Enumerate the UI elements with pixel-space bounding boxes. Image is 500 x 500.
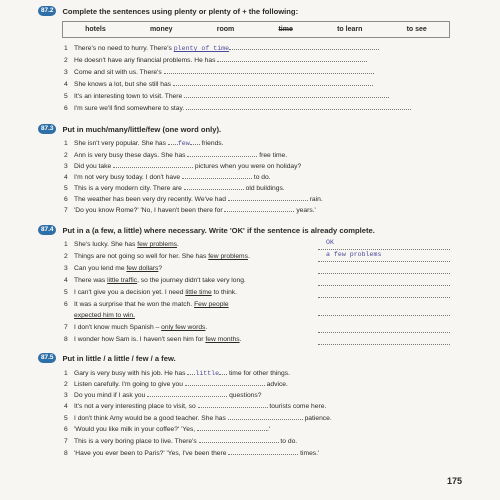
answer-blank[interactable] xyxy=(197,424,267,431)
line-text: .' xyxy=(267,426,271,433)
underlined-phrase: few problems xyxy=(137,241,178,248)
answer-blank[interactable] xyxy=(318,308,450,316)
exercise-line xyxy=(64,43,379,53)
answer-blank[interactable] xyxy=(185,379,265,386)
line-text: Ann is very busy these days. She has xyxy=(74,152,188,159)
exercise-line xyxy=(64,335,241,344)
line-number: 5 xyxy=(64,185,68,192)
line-text: to do. xyxy=(252,174,271,181)
exercise-87-5-header xyxy=(38,353,176,363)
line-number: 7 xyxy=(64,438,68,445)
answer-blank[interactable] xyxy=(318,266,450,274)
exercise-line xyxy=(64,183,285,193)
underlined-phrase: Few people xyxy=(194,301,229,308)
exercise-line xyxy=(64,103,411,113)
exercise-number: 87.5 xyxy=(38,353,56,363)
exercise-line xyxy=(64,161,301,171)
word-bank xyxy=(62,21,450,38)
line-number: 6 xyxy=(64,105,68,112)
handwritten-answer: little xyxy=(195,370,220,377)
exercise-line xyxy=(64,413,332,423)
line-text: to do. xyxy=(278,438,298,445)
exercise-line xyxy=(64,276,246,285)
exercise-line xyxy=(64,390,261,400)
word-bank-item: hotels xyxy=(85,26,106,33)
line-text: free time. xyxy=(257,152,288,159)
word-bank-item-crossed: time xyxy=(278,26,293,33)
exercise-instruction: Put in a (a few, a little) where necessary. Write 'OK' if the sentence is already complete. xyxy=(62,225,375,235)
line-text: She isn't very popular. She has xyxy=(74,140,168,147)
underlined-phrase: little traffic xyxy=(107,277,138,284)
answer-blank[interactable] xyxy=(113,161,193,168)
exercise-number: 87.3 xyxy=(38,124,56,134)
exercise-line xyxy=(64,150,287,160)
line-number: 7 xyxy=(64,324,68,331)
word-bank-item: to learn xyxy=(337,26,363,33)
underlined-phrase: expected him to win. xyxy=(74,312,135,319)
line-text: This is a very modern city. There are xyxy=(74,185,184,192)
line-text: It was a surprise that he won the match. xyxy=(74,301,195,308)
line-number: 5 xyxy=(64,93,68,100)
line-number: 3 xyxy=(64,163,68,170)
answer-blank[interactable] xyxy=(318,337,450,345)
word-bank-item: to see xyxy=(406,26,427,33)
exercise-line xyxy=(64,424,270,434)
line-text: years.' xyxy=(294,207,316,214)
line-number: 8 xyxy=(64,336,68,343)
answer-blank[interactable] xyxy=(318,278,450,286)
word-bank-item: room xyxy=(216,26,235,33)
handwritten-answer: OK xyxy=(326,239,334,246)
answer-blank[interactable] xyxy=(187,150,257,157)
underlined-phrase: only few words xyxy=(161,324,206,331)
answer-blank[interactable] xyxy=(168,138,178,145)
line-number: 1 xyxy=(64,241,68,248)
answer-blank[interactable] xyxy=(147,390,227,397)
line-text: Did you take xyxy=(74,163,114,170)
line-text: old buildings. xyxy=(243,185,285,192)
answer-blank[interactable] xyxy=(164,67,374,74)
exercise-number: 87.2 xyxy=(38,6,56,16)
line-text: 'Would you like milk in your coffee?' 'Yes, xyxy=(74,426,198,433)
answer-blank[interactable] xyxy=(228,194,308,201)
handwritten-answer: a few problems xyxy=(326,251,382,258)
line-number: 3 xyxy=(64,392,68,399)
line-number: 7 xyxy=(64,207,68,214)
line-text: patience. xyxy=(302,415,332,422)
line-text: I'm sure we'll find somewhere to stay. xyxy=(74,105,187,112)
line-text: time for other things. xyxy=(227,370,290,377)
line-text: She's lucky. She has xyxy=(74,241,138,248)
answer-blank[interactable] xyxy=(182,172,252,179)
line-text: . xyxy=(205,324,208,331)
answer-blank[interactable] xyxy=(228,413,303,420)
line-text: 'Do you know Rome?' 'No, I haven't been there for xyxy=(74,207,225,214)
page-number: 175 xyxy=(446,476,462,486)
exercise-line xyxy=(64,323,207,332)
exercise-line xyxy=(64,311,135,320)
line-text: to think. xyxy=(211,289,237,296)
exercise-line xyxy=(64,55,367,65)
exercise-line xyxy=(64,67,374,77)
line-text: The weather has been very dry recently. We've had xyxy=(74,196,228,203)
exercise-line xyxy=(64,264,162,273)
line-text: Can you lend me xyxy=(74,265,127,272)
line-text: He doesn't have any financial problems. He has xyxy=(74,57,218,64)
line-text: It's not a very interesting place to visit, so xyxy=(74,403,198,410)
answer-blank[interactable] xyxy=(198,401,268,408)
exercise-87-4-header xyxy=(38,225,375,235)
line-number: 2 xyxy=(64,253,68,260)
line-number: 4 xyxy=(64,81,68,88)
handwritten-answer: plenty of time xyxy=(173,45,230,52)
line-text: . xyxy=(177,241,179,248)
line-text: I don't think Amy would be a good teacher. She has xyxy=(74,415,228,422)
line-text: tourists come here. xyxy=(267,403,327,410)
line-text: . xyxy=(247,253,250,260)
exercise-line xyxy=(64,138,224,148)
line-number: 5 xyxy=(64,289,68,296)
line-text: questions? xyxy=(227,392,262,399)
underlined-phrase: few dollars xyxy=(126,265,159,272)
exercise-line xyxy=(64,79,373,89)
exercise-line xyxy=(64,252,250,261)
exercise-line xyxy=(64,379,288,389)
line-number: 1 xyxy=(64,140,68,147)
underlined-phrase: few months xyxy=(205,336,240,343)
line-text: I wonder how Sam is. I haven't seen him for xyxy=(74,336,206,343)
answer-blank[interactable] xyxy=(318,242,450,250)
answer-blank[interactable] xyxy=(318,290,450,298)
line-number: 3 xyxy=(64,69,68,76)
answer-blank[interactable] xyxy=(229,43,379,50)
line-number: 2 xyxy=(64,57,68,64)
underlined-phrase: little time xyxy=(185,289,212,296)
line-number: 6 xyxy=(64,301,68,308)
line-text: , so the journey didn't take very long. xyxy=(137,277,246,284)
line-text: I'm not very busy today. I don't have xyxy=(74,174,182,181)
line-number: 6 xyxy=(64,196,68,203)
line-text: advice. xyxy=(264,381,288,388)
exercise-line xyxy=(64,448,319,458)
line-text: She knows a lot, but she still has xyxy=(74,81,173,88)
line-number: 2 xyxy=(64,381,68,388)
line-text: This is a very boring place to live. There's xyxy=(74,438,199,445)
line-number: 8 xyxy=(64,450,68,457)
answer-blank[interactable] xyxy=(228,448,298,455)
line-text: pictures when you were on holiday? xyxy=(193,163,302,170)
answer-blank[interactable] xyxy=(186,103,411,110)
exercise-line xyxy=(64,401,326,411)
line-text: Come and sit with us. There's xyxy=(74,69,164,76)
line-text: Listen carefully. I'm going to give you xyxy=(74,381,185,388)
line-text: ? xyxy=(158,265,163,272)
exercise-line xyxy=(64,194,323,204)
answer-blank[interactable] xyxy=(224,205,294,212)
exercise-instruction: Complete the sentences using plenty or plenty of + the following: xyxy=(62,6,299,16)
line-text: Do you mind if I ask you xyxy=(74,392,148,399)
answer-blank[interactable] xyxy=(199,436,279,443)
exercise-line xyxy=(64,288,237,297)
line-number: 4 xyxy=(64,403,68,410)
line-text: I can't give you a decision yet. I need xyxy=(74,289,186,296)
answer-blank[interactable] xyxy=(190,138,200,145)
answer-blank[interactable] xyxy=(184,91,389,98)
exercise-line xyxy=(64,368,290,378)
exercise-number: 87.4 xyxy=(38,225,56,235)
answer-blank[interactable] xyxy=(173,79,373,86)
exercise-87-2-header xyxy=(38,6,298,16)
line-number: 1 xyxy=(64,45,68,52)
answer-blank[interactable] xyxy=(219,368,227,375)
line-text: times.' xyxy=(298,450,320,457)
exercise-line xyxy=(64,91,389,101)
exercise-instruction: Put in much/many/little/few (one word only). xyxy=(62,124,222,134)
line-number: 5 xyxy=(64,415,68,422)
exercise-line xyxy=(64,172,271,182)
line-text: Gary is very busy with his job. He has xyxy=(74,370,188,377)
line-text: It's an interesting town to visit. There xyxy=(74,93,185,100)
line-number: 3 xyxy=(64,265,68,272)
line-text: rain. xyxy=(307,196,323,203)
exercise-line xyxy=(64,205,316,215)
line-text: There was xyxy=(74,277,108,284)
line-number: 1 xyxy=(64,370,68,377)
answer-blank[interactable] xyxy=(318,325,450,333)
exercise-line xyxy=(64,300,229,309)
line-text: friends. xyxy=(199,140,224,147)
line-number: 2 xyxy=(64,152,68,159)
handwritten-answer: few xyxy=(177,140,190,147)
underlined-phrase: few problems xyxy=(208,253,248,260)
exercise-line xyxy=(64,436,297,446)
line-number: 4 xyxy=(64,174,68,181)
word-bank-item: money xyxy=(149,26,173,33)
line-text: There's no need to hurry. There's xyxy=(74,45,174,52)
exercise-line xyxy=(64,240,179,249)
answer-blank[interactable] xyxy=(217,55,367,62)
line-text: I don't know much Spanish – xyxy=(74,324,162,331)
line-number: 6 xyxy=(64,426,68,433)
line-text: 'Have you ever been to Paris?' 'Yes, I've been there xyxy=(74,450,229,457)
line-number: 4 xyxy=(64,277,68,284)
line-text: . xyxy=(239,336,242,343)
line-text: Things are not going so well for her. She has xyxy=(74,253,209,260)
exercise-87-3-header xyxy=(38,124,221,134)
answer-blank[interactable] xyxy=(184,183,244,190)
exercise-instruction: Put in little / a little / few / a few. xyxy=(62,353,176,363)
